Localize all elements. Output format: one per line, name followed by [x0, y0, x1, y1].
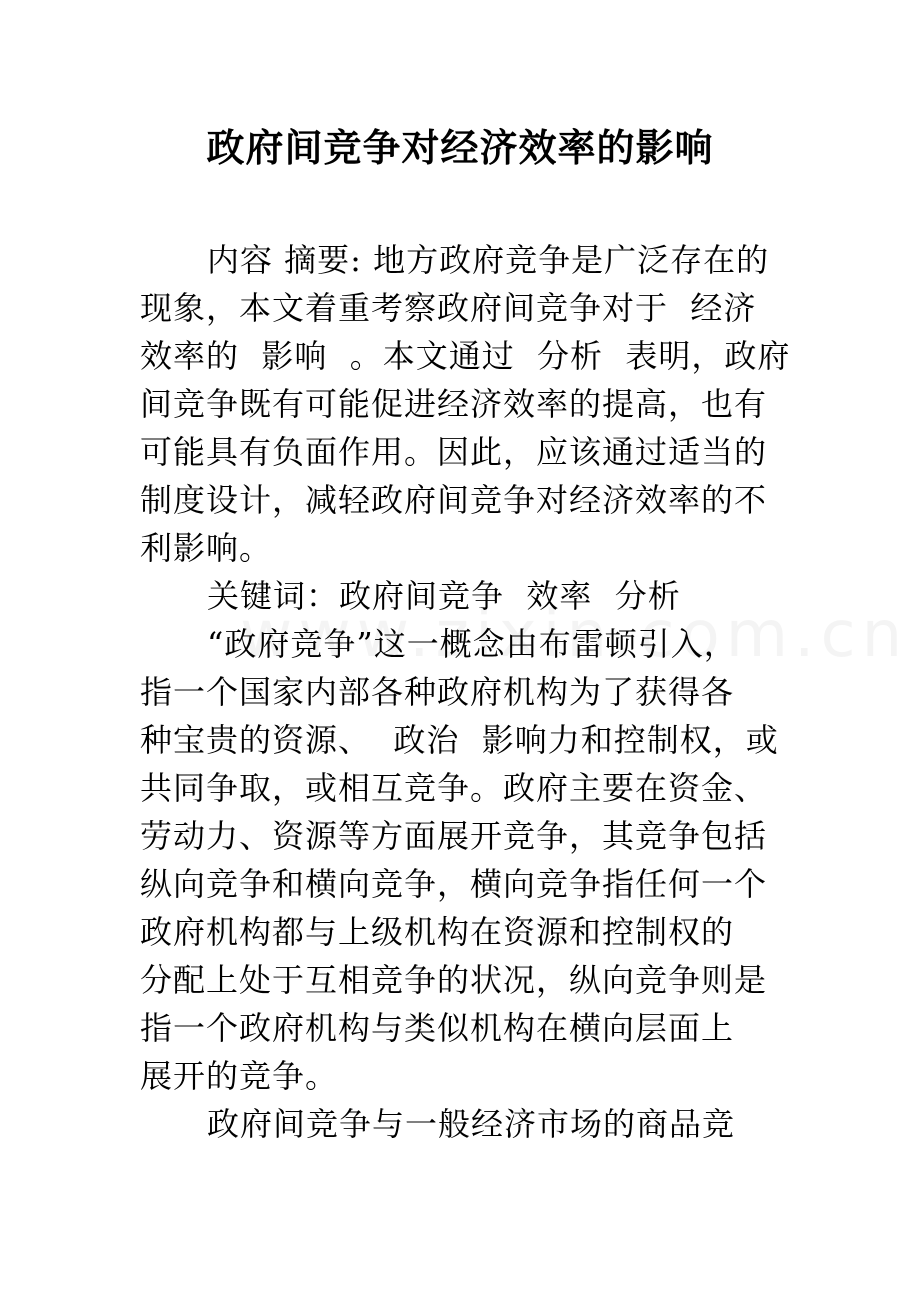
paragraph-line: 政府间竞争与一般经济市场的商品竞 [207, 1105, 736, 1143]
keywords-line: 关键词：政府间竞争 效率 分析 [207, 577, 681, 615]
paragraph-line: 内容 摘要: 地方政府竞争是广泛存在的 [207, 241, 770, 279]
paragraph-line: 分配上处于互相竞争的状况，纵向竞争则是 [140, 961, 768, 999]
paragraph-line: 指一个国家内部各种政府机构为了获得各 [140, 673, 735, 711]
paragraph-line: 利影响。 [140, 529, 273, 567]
paragraph-line: 种宝贵的资源、 政治 影响力和控制权，或 [140, 721, 779, 759]
watermark [240, 598, 908, 672]
paragraph-line: 现象，本文着重考察政府间竞争对于 经济 [140, 289, 757, 327]
document-title: 政府间竞争对经济效率的影响 [206, 125, 714, 170]
paragraph-line: 共同争取，或相互竞争。政府主要在资金、 [140, 769, 768, 807]
paragraph-line: 制度设计，减轻政府间竞争对经济效率的不 [140, 481, 768, 519]
paragraph-line: 纵向竞争和横向竞争，横向竞争指任何一个 [140, 865, 768, 903]
paragraph-line: 展开的竞争。 [140, 1057, 339, 1095]
paragraph-line: 效率的 影响 。本文通过 分析 表明，政府 [140, 337, 791, 375]
paragraph-line: 间竞争既有可能促进经济效率的提高，也有 [140, 385, 768, 423]
paragraph-line: 指一个政府机构与类似机构在横向层面上 [140, 1009, 735, 1047]
paragraph-line: “政府竞争”这一概念由布雷顿引入， [207, 625, 737, 663]
paragraph-line: 劳动力、资源等方面展开竞争，其竞争包括 [140, 817, 768, 855]
paragraph-line: 可能具有负面作用。因此，应该通过适当的 [140, 433, 768, 471]
paragraph-line: 政府机构都与上级机构在资源和控制权的 [140, 913, 735, 951]
